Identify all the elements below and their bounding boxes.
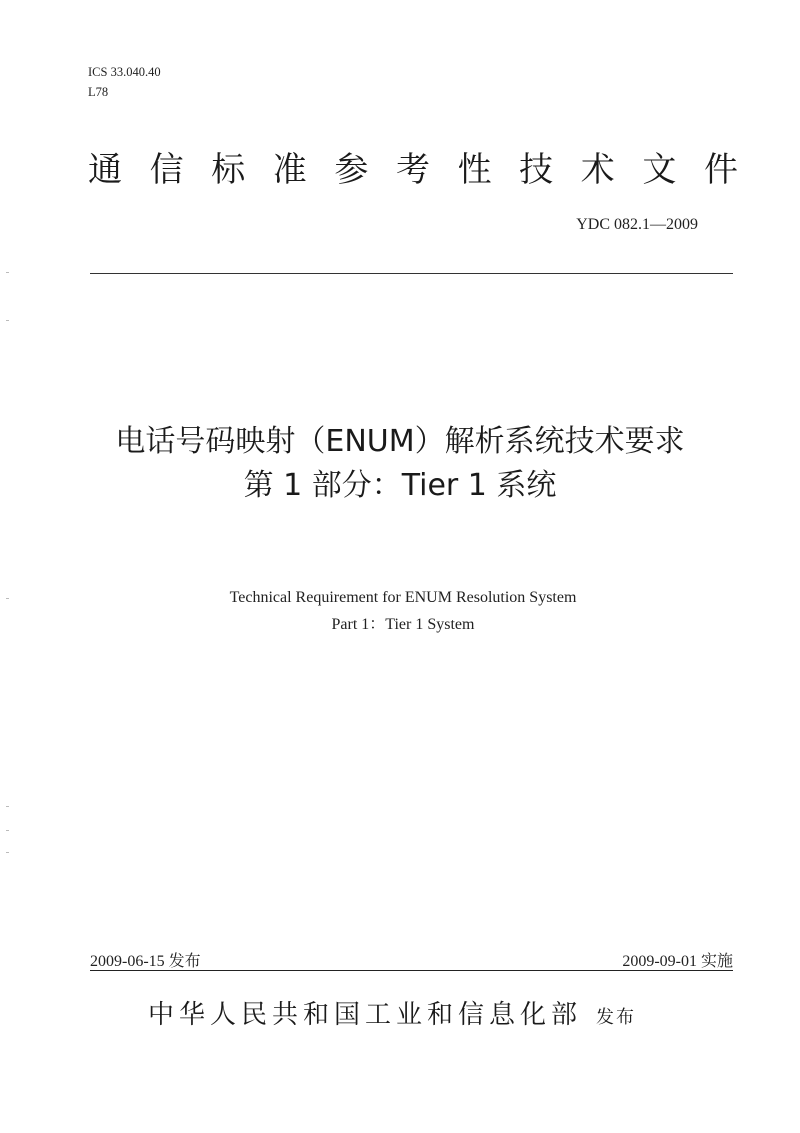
- document-type-heading: [88, 142, 738, 191]
- publisher-line: [148, 994, 636, 1031]
- ics-code: ICS 33.040.40: [88, 65, 161, 79]
- scan-margin-mark: [6, 320, 9, 321]
- doc-type-char: 通: [88, 150, 122, 190]
- standard-number: YDC 082.1—2009: [576, 216, 698, 233]
- doc-type-char: 件: [703, 150, 738, 190]
- scan-margin-mark: [6, 272, 9, 273]
- scan-margin-mark: [6, 598, 9, 599]
- chinese-title-line-1: 电话号码映射（ENUM）解析系统技术要求: [115, 424, 685, 459]
- scan-margin-mark: [6, 806, 9, 807]
- publisher-organization: 中华人民共和国工业和信息化部: [148, 1000, 583, 1030]
- chinese-title: [0, 420, 800, 508]
- doc-type-char: 术: [580, 150, 615, 190]
- doc-type-char: 标: [211, 150, 246, 190]
- doc-type-char: 参: [334, 150, 369, 190]
- ccs-code: L78: [88, 85, 109, 99]
- english-title: [0, 584, 800, 638]
- publisher-action: 发布: [596, 1007, 637, 1028]
- issue-date: 2009-06-15 发布: [90, 953, 201, 970]
- doc-type-char: 信: [149, 150, 184, 190]
- footer-divider: [90, 970, 733, 971]
- doc-type-char: 文: [642, 150, 677, 190]
- doc-type-char: 技: [519, 150, 554, 190]
- header-divider: [90, 273, 733, 274]
- classification-block: [88, 62, 161, 102]
- doc-type-char: 性: [457, 150, 492, 190]
- implementation-date: 2009-09-01 实施: [622, 953, 733, 970]
- date-row: [90, 948, 733, 971]
- english-title-line-1: Technical Requirement for ENUM Resolution System: [229, 589, 577, 606]
- scan-margin-mark: [6, 830, 9, 831]
- chinese-title-line-2: 第 1 部分：Tier 1 系统: [243, 468, 557, 503]
- scan-margin-mark: [6, 852, 9, 853]
- doc-type-char: 准: [272, 150, 307, 190]
- doc-type-char: 考: [395, 150, 430, 190]
- english-title-line-2: Part 1：Tier 1 System: [331, 616, 475, 633]
